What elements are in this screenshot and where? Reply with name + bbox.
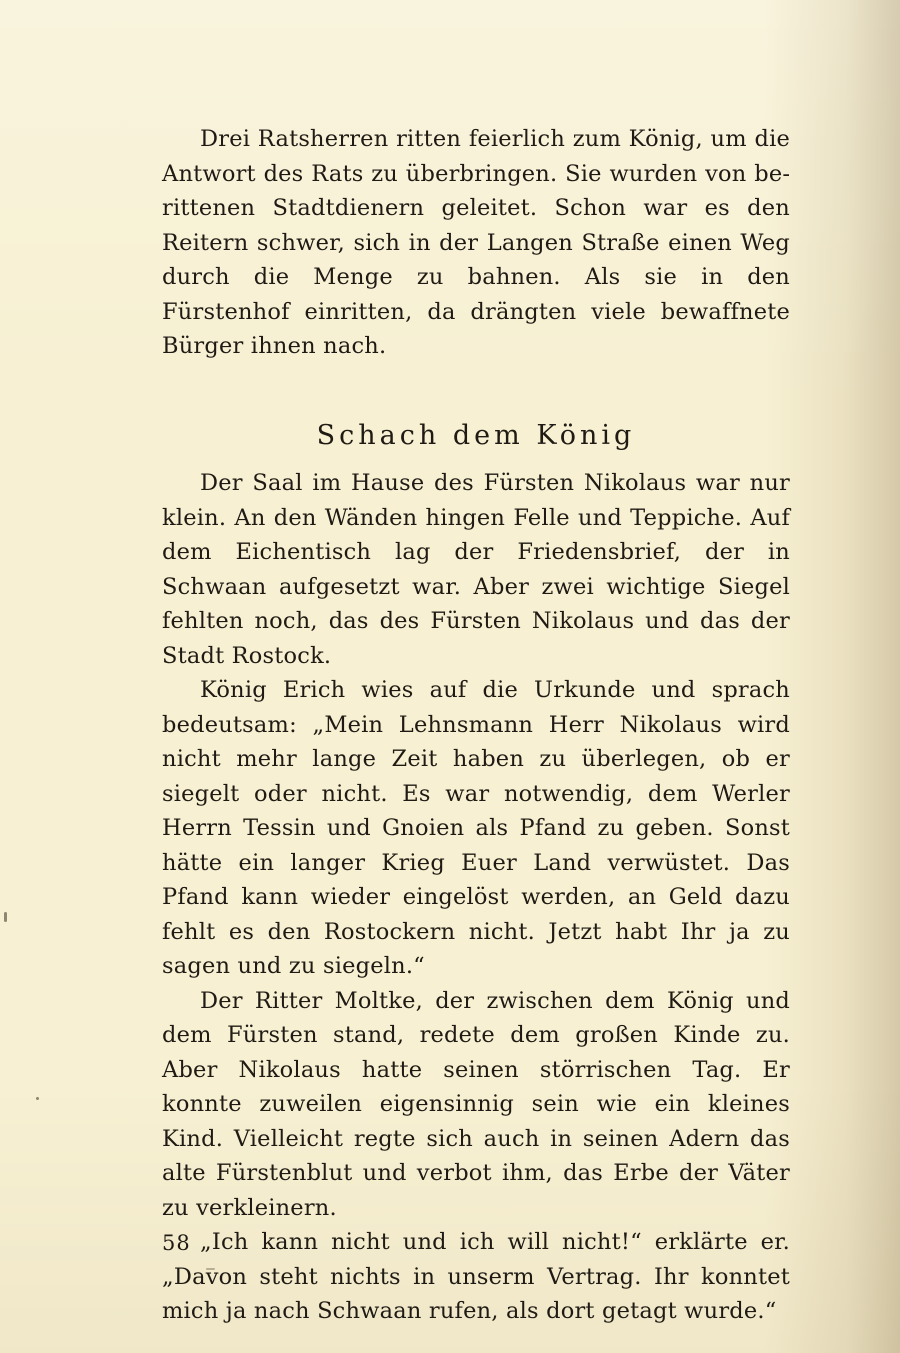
paper-speck <box>4 912 7 922</box>
paper-speck <box>36 1097 39 1100</box>
chapter-body <box>162 466 790 1329</box>
page-number: 58 <box>162 1231 191 1255</box>
chapter-heading: Schach dem König <box>316 420 636 451</box>
paragraph-moltke: Der Ritter Moltke, der zwischen dem König und dem Fürsten stand, redete dem großen Kinde zu. Aber Nikolaus hatte seinen störrischen Tag. Er konnte zuweilen eigensinnig sein wie ein kleines Kind. Vielleicht regte sich auch in seinen Adern das alte Fürstenblut und verbot ihm, das Erbe der Väter zu verkleinern. <box>162 987 790 1221</box>
opening-section <box>162 122 790 364</box>
paper-speck <box>206 1268 215 1270</box>
paragraph-hall: Der Saal im Hause des Fürsten Nikolaus war nur klein. An den Wänden hingen Felle und Teppiche. Auf dem Eichentisch lag der Friedensbrief, der in Schwaan aufgesetzt war. Aber zwei wichtige Siegel fehlten noch, das des Fürsten Nikolaus und das der Stadt Rostock. <box>162 470 790 669</box>
paragraph-riders: Drei Ratsherren ritten feierlich zum König, um die Antwort des Rats zu überbringen. Sie wurden von berittenen Stadtdienern geleitet. Schon war es den Reitern schwer, sich in der Langen Straße einen Weg durch die Menge zu bahnen. Als sie in den Fürstenhof einritten, da drängten viele bewaffnete Bürger ihnen nach. <box>162 126 790 359</box>
paragraph-nikolaus-reply: „Ich kann nicht und ich will nicht!“ erklärte er. „Davon steht nichts in unserm Vertrag. Ihr konntet mich ja nach Schwaan rufen, als dort getagt wurde.“ <box>162 1229 790 1324</box>
paragraph-king-speech: König Erich wies auf die Urkunde und sprach bedeutsam: „Mein Lehnsmann Herr Nikolaus wird nicht mehr lange Zeit haben zu überlegen, ob er siegelt oder nicht. Es war notwendig, dem Werler Herrn Tessin und Gnoien als Pfand zu geben. Sonst hätte ein langer Krieg Euer Land verwüstet. Das Pfand kann wieder eingelöst werden, an Geld dazu fehlt es den Rostockern nicht. Jetzt habt Ihr ja zu sagen und zu siegeln.“ <box>162 677 790 979</box>
